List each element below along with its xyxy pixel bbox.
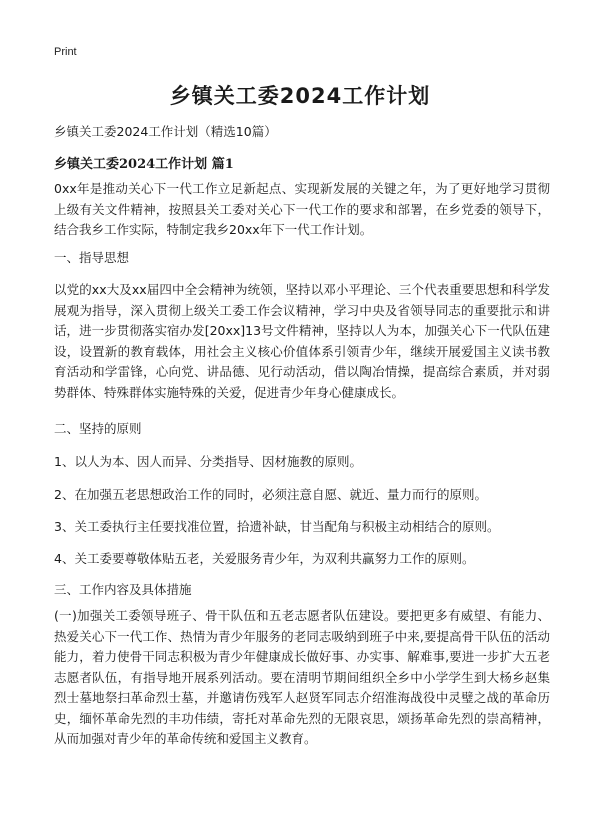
heading-guiding-ideology: 一、指导思想	[54, 250, 130, 265]
print-label: Print	[54, 46, 77, 58]
heading-work-content: 三、工作内容及具体措施	[54, 582, 192, 597]
page-title: 乡镇关工委2024工作计划	[169, 84, 431, 108]
subtitle: 乡镇关工委2024工作计划（精选10篇）	[54, 124, 277, 139]
guiding-paragraph: 以党的xx大及xx届四中全会精神为统领，坚持以邓小平理论、三个代表重要思想和科学发展观为指导，深入贯彻上级关工委工作会议精神，学习中央及省领导同志的重要批示和讲话，进一步贯彻落实宿办发[20xx]13号文件精神，坚持以人为本，加强关心下一代队伍建设，设置新的教育载体，用社会主义核心价值体系引领青少年，继续开展爱国主义读书教育活动和学雷锋，心向党、讲品德、见行动活动，借以陶冶情操，提高综合素质，并对弱势群体、特殊群体实施特殊的关爱，促进青少年身心健康成长。	[54, 282, 550, 400]
principle-item: 1、以人为本、因人而异、分类指导、因材施教的原则。	[54, 454, 362, 469]
section-heading: 乡镇关工委2024工作计划 篇1	[54, 157, 234, 172]
principle-item: 3、关工委执行主任要找准位置，拾遗补缺，甘当配角与积极主动相结合的原则。	[54, 519, 500, 534]
heading-principles: 二、坚持的原则	[54, 421, 142, 436]
intro-paragraph: 0xx年是推动关心下一代工作立足新起点、实现新发展的关键之年，为了更好地学习贯彻上级有关文件精神，按照县关工委对关心下一代工作的要求和部署，在乡党委的领导下，结合我乡工作实际，特制定我乡20xx年下一代工作计划。	[54, 181, 550, 237]
measures-paragraph: (一)加强关工委领导班子、骨干队伍和五老志愿者队伍建设。要把更多有威望、有能力、热爱关心下一代工作、热情为青少年服务的老同志吸纳到班子中来,要提高骨干队伍的活动能力，着力使骨干同志积极为青少年健康成长做好事、办实事、解难事,要进一步扩大五老志愿者队伍，有指导地开展系列活动。要在清明节期间组织全乡中小学学生到大杨乡赵集烈士墓地祭扫革命烈士墓，并邀请伤残军人赵贤军同志介绍淮海战役中灵璧之战的革命历史，缅怀革命先烈的丰功伟绩，寄托对革命先烈的无限哀思，颂扬革命先烈的崇高精神，从而加强对青少年的革命传统和爱国主义教育。	[54, 608, 550, 746]
principle-item: 4、关工委要尊敬体贴五老，关爱服务青少年，为双利共赢努力工作的原则。	[54, 551, 475, 566]
principle-item: 2、在加强五老思想政治工作的同时，必须注意自愿、就近、量力而行的原则。	[54, 487, 487, 502]
